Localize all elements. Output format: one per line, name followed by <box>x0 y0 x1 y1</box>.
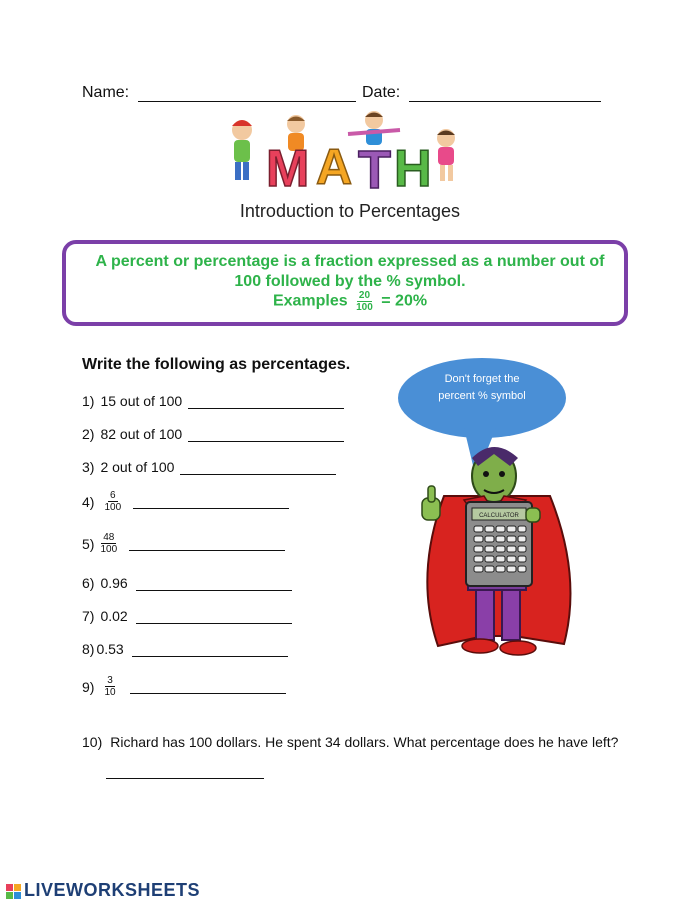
vampire-calculator-illustration <box>414 436 582 666</box>
date-line[interactable] <box>409 85 601 102</box>
instructions: Write the following as percentages. <box>82 356 351 373</box>
question-text: Richard has 100 dollars. He spent 34 dollars. What percentage does he have left? <box>110 734 619 750</box>
fraction-denominator: 100 <box>100 544 118 555</box>
logo-text: LIVEWORKSHEETS <box>24 880 201 900</box>
example-label: Examples <box>272 292 348 310</box>
question-1 <box>82 393 344 409</box>
example-result: = 20% <box>381 292 428 310</box>
fraction-denominator: 10 <box>104 687 116 698</box>
letter-a: A <box>316 139 353 195</box>
question-7 <box>82 608 292 624</box>
question-text: 15 out of 100 <box>100 393 183 409</box>
question-5 <box>82 532 285 555</box>
fraction-numerator: 48 <box>103 532 115 543</box>
answer-line[interactable] <box>136 609 292 624</box>
question-number: 5) <box>82 535 95 552</box>
calculator <box>466 502 540 586</box>
question-text: 0.02 <box>100 608 128 624</box>
answer-line[interactable] <box>180 460 336 475</box>
definition-example <box>0 290 700 313</box>
question-text: 82 out of 100 <box>100 426 183 442</box>
name-label: Name: <box>82 84 130 101</box>
shoe <box>462 639 498 653</box>
question-4 <box>82 490 289 513</box>
question-10 <box>82 734 618 750</box>
question-fraction <box>104 490 121 513</box>
letter-m: M <box>266 140 310 196</box>
question-number: 3) <box>82 459 95 475</box>
question-text: 0.53 <box>96 641 124 657</box>
answer-line[interactable] <box>130 679 286 694</box>
answer-line[interactable] <box>129 536 285 551</box>
letter-h: H <box>394 140 432 196</box>
fraction-numerator: 6 <box>110 490 116 501</box>
question-text: 0.96 <box>100 575 128 591</box>
question-6 <box>82 575 292 591</box>
kid-figure <box>232 120 252 180</box>
name-field <box>82 84 356 102</box>
example-fraction <box>356 290 373 313</box>
question-2 <box>82 426 344 442</box>
question-number: 8) <box>82 641 95 657</box>
answer-line[interactable] <box>188 394 344 409</box>
example-denominator: 100 <box>356 302 373 313</box>
question-8 <box>82 641 288 657</box>
logo-tiles-icon <box>6 884 21 899</box>
letter-t: T <box>358 140 391 196</box>
question-fraction <box>100 532 117 555</box>
bubble-line-1: Don't forget the <box>444 373 520 385</box>
page-title: Introduction to Percentages <box>239 201 461 221</box>
answer-line[interactable] <box>106 764 264 779</box>
name-line[interactable] <box>138 85 356 102</box>
question-number: 10) <box>82 734 103 750</box>
question-text: 2 out of 100 <box>100 459 175 475</box>
liveworksheets-logo <box>6 880 200 901</box>
math-kids-banner <box>218 108 480 196</box>
shoe <box>500 641 536 655</box>
date-field <box>362 84 601 102</box>
answer-line[interactable] <box>133 494 289 509</box>
example-numerator: 20 <box>358 290 371 301</box>
question-9 <box>82 675 286 698</box>
question-number: 7) <box>82 608 95 624</box>
bubble-line-2: percent % symbol <box>438 390 526 402</box>
question-fraction <box>104 675 115 698</box>
question-number: 6) <box>82 575 95 591</box>
fraction-denominator: 100 <box>104 502 122 513</box>
question-3 <box>82 459 336 475</box>
kid-figure <box>437 129 455 181</box>
question-number: 1) <box>82 393 95 409</box>
question-number: 4) <box>82 493 95 510</box>
question-number: 9) <box>82 678 95 695</box>
date-label: Date: <box>362 84 401 101</box>
answer-line[interactable] <box>132 642 288 657</box>
calculator-label: CALCULATOR <box>479 513 519 519</box>
definition-line-1: A percent or percentage is a fraction expressed as a number out of <box>95 253 605 270</box>
answer-line[interactable] <box>188 427 344 442</box>
fraction-numerator: 3 <box>107 675 113 686</box>
answer-line[interactable] <box>136 576 292 591</box>
question-number: 2) <box>82 426 95 442</box>
definition-line-2: 100 followed by the % symbol. <box>234 273 466 290</box>
